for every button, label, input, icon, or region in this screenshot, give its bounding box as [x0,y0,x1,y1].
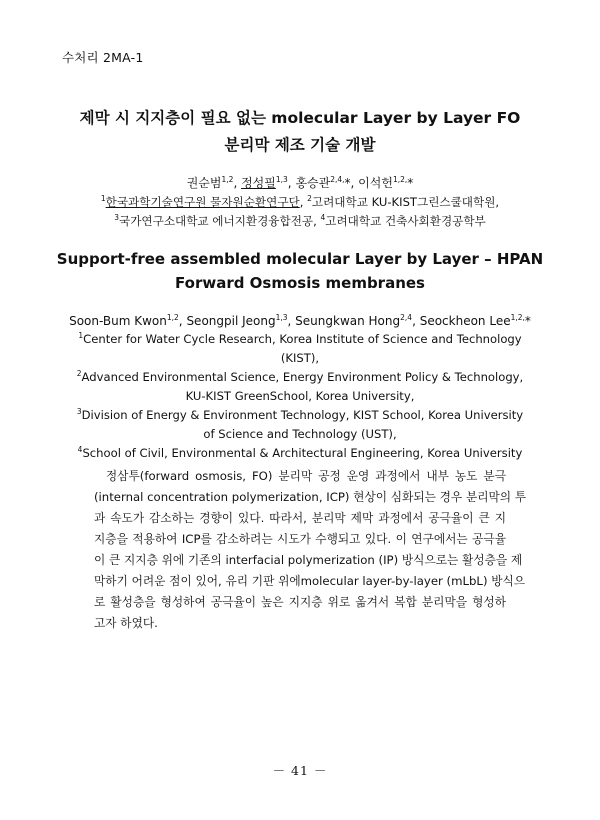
affiliation-text: School of Civil, Environmental & Architectural Engineering, Korea University [82,446,523,460]
affiliation-entry [40,444,560,463]
affiliation-superscript: 2 [76,369,82,379]
affiliation-superscript: 2 [307,194,312,204]
abstract-line: 막하기 어려운 점이 있어, 유리 기판 위에molecular layer-by-layer (mLbL) 방식으 [94,574,526,588]
affiliation-entry [40,368,560,387]
korean-author-list [40,174,560,192]
affiliation-text: 국가연구소대학교 에너지환경융합전공 [119,214,314,228]
affiliation-text-continued: (KIST), [280,351,320,365]
author-superscript: 1,2, [510,313,525,322]
korean-title-line-2: 분리막 제조 기술 개발 [224,136,376,154]
affiliation-text: 고려대학교 KU-KIST그린스쿨대학원, [311,195,500,209]
affiliation-separator: , [299,195,308,209]
abstract-line: 이 큰 지지층 위에 기존의 interfacial polymerization (IP) 방식으로는 활성층을 제 [94,553,523,567]
session-code: 수처리 2MA-1 [62,50,144,65]
abstract-line: 로 활성층을 형성하여 공극율이 높은 지지층 위로 옮겨서 복합 분리막을 형성하 [94,595,506,609]
author-superscript: 1,2, [392,175,408,184]
author-superscript: 1,3 [275,313,288,322]
affiliation-superscript: 1 [78,331,84,341]
author-superscript: 1,2 [221,175,234,184]
author-name: 홍승관 [295,176,331,190]
affiliation-text: Division of Energy & Environment Technology, KIST School, Korea University [81,408,524,422]
page-number: － 41 － [272,763,328,778]
affiliation-entry [40,330,560,349]
abstract-body [94,466,527,634]
author-name: 이석헌 [358,176,393,190]
author-separator: , [233,176,242,190]
affiliation-text-continued: KU-KIST GreenSchool, Korea University, [185,389,415,403]
abstract-line: 정삼투(forward osmosis, FO) 분리막 공정 운영 과정에서 내부 농도 분극 [94,469,506,483]
author-separator: , [287,176,296,190]
affiliation-text: Advanced Environmental Science, Energy Environment Policy & Technology, [81,370,524,384]
abstract-line: 과 속도가 감소하는 경향이 있다. 따라서, 분리막 제막 과정에서 공극율이 큰 지 [94,511,506,525]
korean-affiliations-line-1 [40,193,560,212]
author-name: 권순범 [186,176,222,190]
abstract-line: (internal concentration polymerization, ICP) 현상이 심화되는 경우 분리막의 투 [94,490,527,504]
corresponding-mark: * [407,176,414,190]
author-name: 정성필 [241,176,276,190]
author-name: Seockheon Lee [419,314,511,328]
author-superscript: 1,2 [166,313,179,322]
author-name: Seongpil Jeong [186,314,276,328]
author-superscript: 2,4 [400,313,413,322]
affiliation-separator: , [313,214,321,228]
corresponding-mark: * [344,176,351,190]
abstract-line: 고자 하였다. [94,616,158,630]
affiliation-text-continued: of Science and Technology (UST), [203,427,397,441]
affiliation-superscript: 4 [77,445,83,455]
english-affiliations [40,330,560,463]
affiliation-text: Center for Water Cycle Research, Korea Institute of Science and Technology [83,332,522,346]
korean-title-line-1: 제막 시 지지층이 필요 없는 molecular Layer by Layer FO [79,109,521,127]
affiliation-superscript: 3 [114,213,120,223]
affiliation-text: 한국과학기술연구원 물자원순환연구단 [105,195,300,209]
author-separator: , [178,314,187,328]
english-title-line-1: Support-free assembled molecular Layer by Layer – HPAN [56,250,544,268]
affiliation-text: 고려대학교 건축사회환경공학부 [325,214,486,228]
affiliation-superscript: 3 [76,407,82,417]
author-separator: , [287,314,296,328]
affiliation-superscript: 1 [100,194,106,204]
author-separator: , [350,176,359,190]
author-superscript: 2,4, [330,175,345,184]
author-superscript: 1,3 [275,175,288,184]
corresponding-mark: * [524,314,531,328]
abstract-line: 지층을 적용하여 ICP를 감소하려는 시도가 수행되고 있다. 이 연구에서는 공극율 [94,532,506,546]
english-author-list [40,312,560,330]
korean-affiliations-line-2 [40,212,560,231]
author-name: Seungkwan Hong [295,314,401,328]
author-name: Soon-Bum Kwon [69,314,167,328]
english-title-line-2: Forward Osmosis membranes [175,274,425,292]
affiliation-superscript: 4 [320,213,326,223]
affiliation-entry [40,406,560,425]
author-separator: , [412,314,420,328]
